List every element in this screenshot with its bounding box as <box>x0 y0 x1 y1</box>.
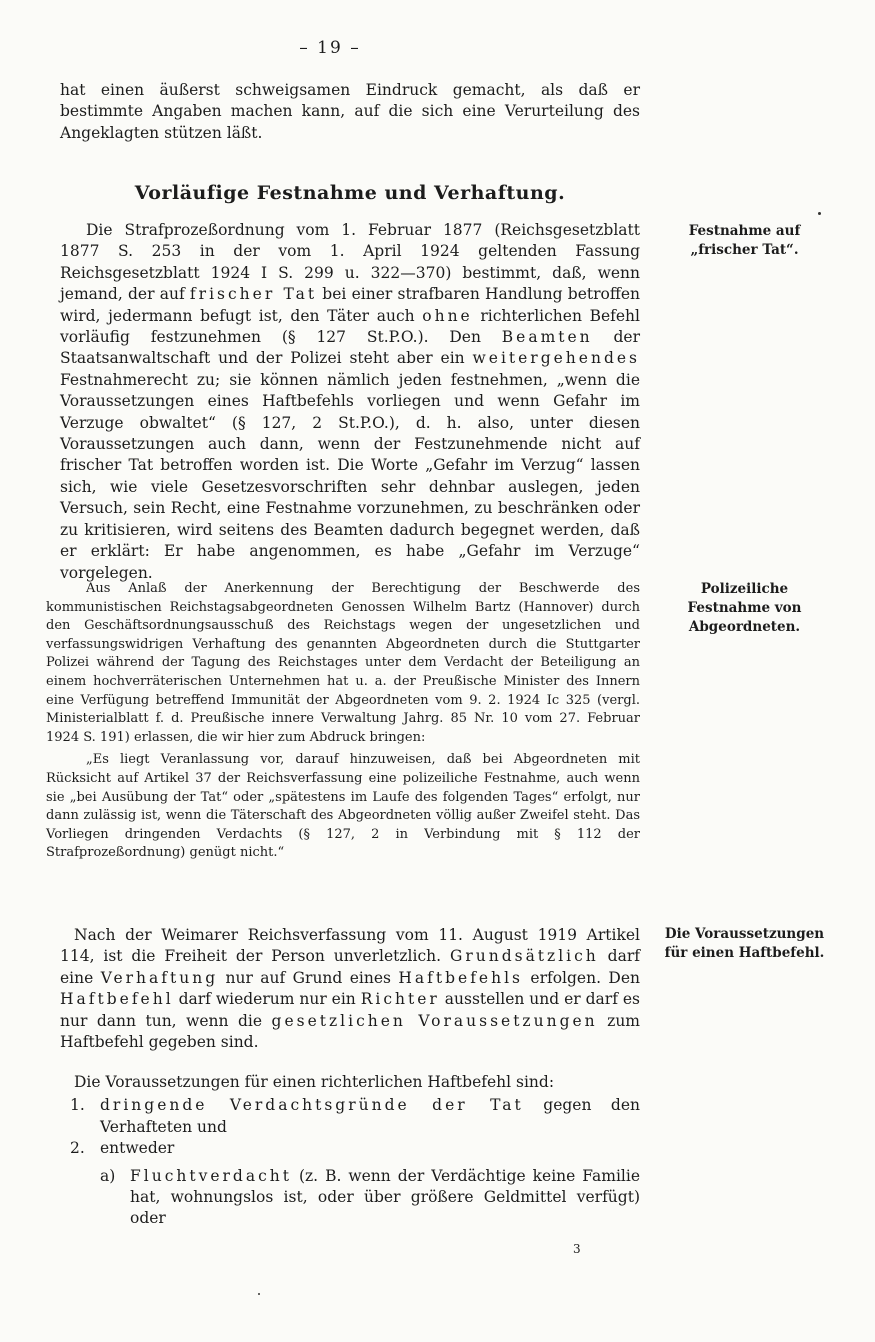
ink-speck <box>258 1293 260 1295</box>
list-item-2a-emph: Fluchtverdacht <box>130 1166 292 1185</box>
list-item-2a <box>60 1166 640 1230</box>
requirements-list <box>60 1072 640 1230</box>
p2-text-e: nur auf Grund eines <box>218 968 399 987</box>
list-item-1-number: 1. <box>70 1096 85 1115</box>
page-number: – 19 – <box>299 38 361 58</box>
p2-emph-gesetzliche-voraussetzungen: gesetzlichen Voraussetzungen <box>271 1011 598 1030</box>
p1-text-i: Festnahmerecht zu; sie können nämlich jeden festnehmen, „wenn die Voraussetzungen eines Haftbefehls vorliegen und wenn Gefahr im Verzuge obwaltet“ (§ 127, 2 St.P.O.), d. h. also, unter diesen Voraussetzungen auch dann, wenn der Festzunehmende nicht auf frischer Tat betroffen worden ist. Die Worte „Gefahr im Verzug“ lassen sich, wie viele Gesetzesvorschriften sehr dehnbar auslegen, jeden Versuch, sein Recht, eine Festnahme vorzunehmen, zu beschränken oder zu kritisieren, wird seitens des Beamten dadurch begegnet werden, daß er erklärt: Er habe angenommen, es habe „Gefahr im Verzuge“ vorgelegen. <box>60 370 640 582</box>
list-item-2a-number: a) <box>100 1166 116 1185</box>
p1-emph-beamten: Beamten <box>501 328 593 347</box>
list-item-1-emph: dringende Verdachtsgründe der Tat <box>100 1096 524 1115</box>
margin-note-festnahme: Festnahme auf „frischer Tat“. <box>688 223 801 258</box>
p1-emph-ohne: ohne <box>422 306 473 325</box>
paragraph-strafprozessordnung <box>60 220 640 584</box>
p2-emph-haftbefehl: Haftbefehl <box>60 990 174 1009</box>
signature-number: 3 <box>573 1242 581 1256</box>
list-item-2 <box>60 1138 640 1159</box>
list-item-2a-text: (z. B. wenn der Verdächtige keine Familie hat, wohnungslos ist, oder über größere Geldmittel verfügt) oder <box>130 1166 640 1228</box>
ink-speck <box>818 212 821 215</box>
list-item-1 <box>60 1095 640 1138</box>
p1-text-e: richterlichen Befehl vorläufig festzunehmen (§ 127 St.P.O.). Den <box>60 306 640 347</box>
small-paragraph: Aus Anlaß der Anerkennung der Berechtigung der Beschwerde des kommunistischen Reichstagsabgeordneten Genossen Wilhelm Bartz (Hannover) durch den Geschäftsordnungsausschuß des Reichstags wegen der ungesetzlichen und verfassungswidrigen Verhaftung des genannten Abgeordneten durch die Stuttgarter Polizei während der Tagung des Reichstages unter dem Verdacht der Beteiligung an einem hochverräterischen Unternehmen hat u. a. der Preußische Minister des Innern eine Verfügung betreffend Immunität der Abgeordneten vom 9. 2. 1924 Ic 325 (vergl. Ministerialblatt f. d. Preußische innere Verwaltung Jahrg. 85 Nr. 10 vom 27. Februar 1924 S. 191) erlassen, die wir hier zum Abdruck bringen: <box>46 581 640 745</box>
list-item-2-number: 2. <box>70 1139 85 1158</box>
p2-text-a: Nach der Weimarer Reichsverfassung vom 11. August 1919 Artikel 114, ist die Freiheit der Person unverletzlich. <box>60 926 640 966</box>
list-item-2-text: entweder <box>100 1139 175 1158</box>
intro-paragraph-block <box>60 80 640 144</box>
p2-text-m: zum Haftbefehl gegeben sind. <box>60 1011 640 1052</box>
p2-text-c: darf eine <box>60 947 640 987</box>
p2-emph-richter: Richter <box>360 990 440 1009</box>
p2-emph-grundsaetzlich: Grundsätzlich <box>449 947 599 966</box>
section-title: Vorläufige Festnahme und Verhaftung. <box>134 182 566 204</box>
p2-emph-verhaftung: Verhaftung <box>100 968 219 987</box>
quote-paragraph: „Es liegt Veranlassung vor, darauf hinzuweisen, daß bei Abgeordneten mit Rücksicht auf Artikel 37 der Reichsverfassung eine polizeiliche Festnahme, auch wenn sie „bei Ausübung der Tat“ oder „spätestens im Laufe des folgenden Tages“ erfolgt, nur dann zulässig ist, wenn die Täterschaft des Abgeordneten völlig außer Zweifel steht. Das Vorliegen dringenden Verdachts (§ 127, 2 in Verbindung mit § 112 der Strafprozeßordnung) genügt nicht.“ <box>46 752 640 861</box>
p2-text-i: darf wiederum nur ein <box>173 990 361 1009</box>
p1-text-a: Die Strafprozeßordnung vom 1. Februar 1877 (Reichsgesetzblatt 1877 S. 253 in der vom 1. April 1924 geltenden Fassung Reichsgesetzblatt 1924 I S. 299 u. 322—370) bestimmt, daß, wenn jemand, der auf <box>60 221 640 304</box>
list-intro: Die Voraussetzungen für einen richterlichen Haftbefehl sind: <box>74 1073 555 1091</box>
paragraph-weimarer-verfassung <box>60 925 640 1053</box>
p1-text-c: bei einer strafbaren Handlung betroffen wird, jedermann befugt ist, den Täter auch <box>60 285 641 325</box>
p1-emph-frischer-tat: frischer Tat <box>189 285 318 304</box>
margin-note-haftbefehl: Die Voraussetzungen für einen Haftbefehl. <box>664 926 825 961</box>
p2-emph-haftbefehls: Haftbefehls <box>398 968 523 987</box>
p1-text-g: der Staatsanwaltschaft und der Polizei steht aber ein <box>60 328 641 368</box>
small-print-block <box>46 580 640 863</box>
margin-note-abgeordnete: Polizeiliche Festnahme von Abgeordneten. <box>687 581 802 635</box>
intro-paragraph: hat einen äußerst schweigsamen Eindruck gemacht, als daß er bestimmte Angaben machen kann, auf die sich eine Verurteilung des Angeklagten stützen läßt. <box>60 81 640 142</box>
list-item-1-text: gegen den Verhafteten und <box>100 1096 641 1136</box>
p2-text-k: ausstellen und er darf es nur dann tun, wenn die <box>60 990 640 1030</box>
p2-text-g: erfolgen. Den <box>523 968 640 987</box>
p1-emph-weitergehendes: weitergehendes <box>472 349 640 368</box>
